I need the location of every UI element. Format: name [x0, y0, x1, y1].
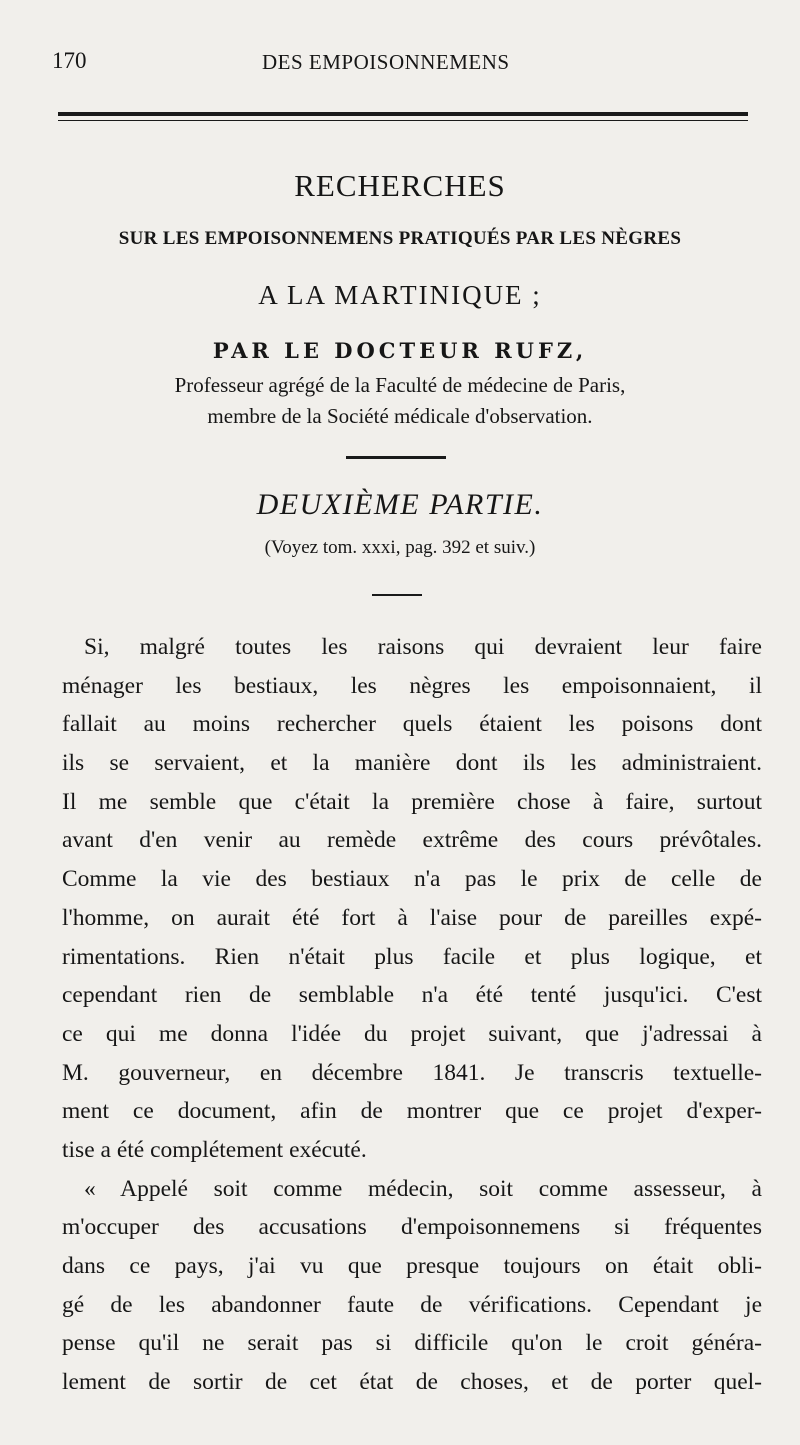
text-line: ils se servaient, et la manière dont ils les administraient.	[62, 750, 762, 777]
text-line: Il me semble que c'était la première chose à faire, surtout	[62, 788, 762, 815]
article-title: RECHERCHES	[294, 168, 506, 203]
header-rule-thick	[58, 112, 748, 116]
text-line: « Appelé soit comme médecin, soit comme assesseur, à	[84, 1175, 762, 1202]
text-line: tise a été complétement exécuté.	[62, 1136, 367, 1163]
section-divider-small	[372, 594, 422, 596]
author-affiliation-2: membre de la Société médicale d'observation.	[207, 404, 593, 428]
text-line: l'homme, on aurait été fort à l'aise pour de pareilles expé-	[62, 904, 762, 931]
text-line: M. gouverneur, en décembre 1841. Je transcris textuelle-	[62, 1059, 762, 1086]
article-location: A LA MARTINIQUE ;	[258, 280, 542, 310]
part-title: DEUXIÈME PARTIE.	[256, 488, 544, 521]
author-affiliation-1: Professeur agrégé de la Faculté de médecine de Paris,	[174, 373, 626, 397]
text-line: rimentations. Rien n'était plus facile et plus logique, et	[62, 943, 762, 970]
running-head: DES EMPOISONNEMENS	[262, 50, 510, 74]
text-line: m'occuper des accusations d'empoisonnemens si fréquentes	[62, 1214, 762, 1241]
text-line: avant d'en venir au remède extrême des cours prévôtales.	[62, 827, 762, 854]
header-rule-thin	[58, 120, 748, 121]
text-line: ménager les bestiaux, les nègres les empoisonnaient, il	[62, 672, 762, 699]
page-number: 170	[52, 48, 87, 73]
text-line: Si, malgré toutes les raisons qui devraient leur faire	[84, 634, 762, 660]
text-line: Comme la vie des bestiaux n'a pas le prix de celle de	[62, 866, 762, 893]
author-byline: PAR LE DOCTEUR RUFZ,	[212, 338, 588, 363]
page-header	[52, 48, 752, 78]
text-line: cependant rien de semblable n'a été tenté jusqu'ici. C'est	[62, 982, 762, 1009]
section-divider	[346, 456, 446, 459]
text-line: ce qui me donna l'idée du projet suivant, que j'adressai à	[62, 1020, 762, 1047]
body-text	[62, 628, 762, 1402]
text-line: gé de les abandonner faute de vérifications. Cependant je	[62, 1291, 762, 1318]
article-subtitle: SUR LES EMPOISONNEMENS PRATIQUÉS PAR LES NÈGRES	[118, 228, 682, 249]
text-line: lement de sortir de cet état de choses, et de porter quel-	[62, 1369, 762, 1396]
text-line: pense qu'il ne serait pas si difficile qu'on le croit généra-	[62, 1330, 762, 1357]
part-reference: (Voyez tom. xxxi, pag. 392 et suiv.)	[264, 537, 536, 558]
text-line: fallait au moins rechercher quels étaient les poisons dont	[62, 711, 762, 738]
text-line: dans ce pays, j'ai vu que presque toujours on était obli-	[62, 1253, 762, 1279]
text-line: ment ce document, afin de montrer que ce projet d'exper-	[62, 1098, 762, 1125]
